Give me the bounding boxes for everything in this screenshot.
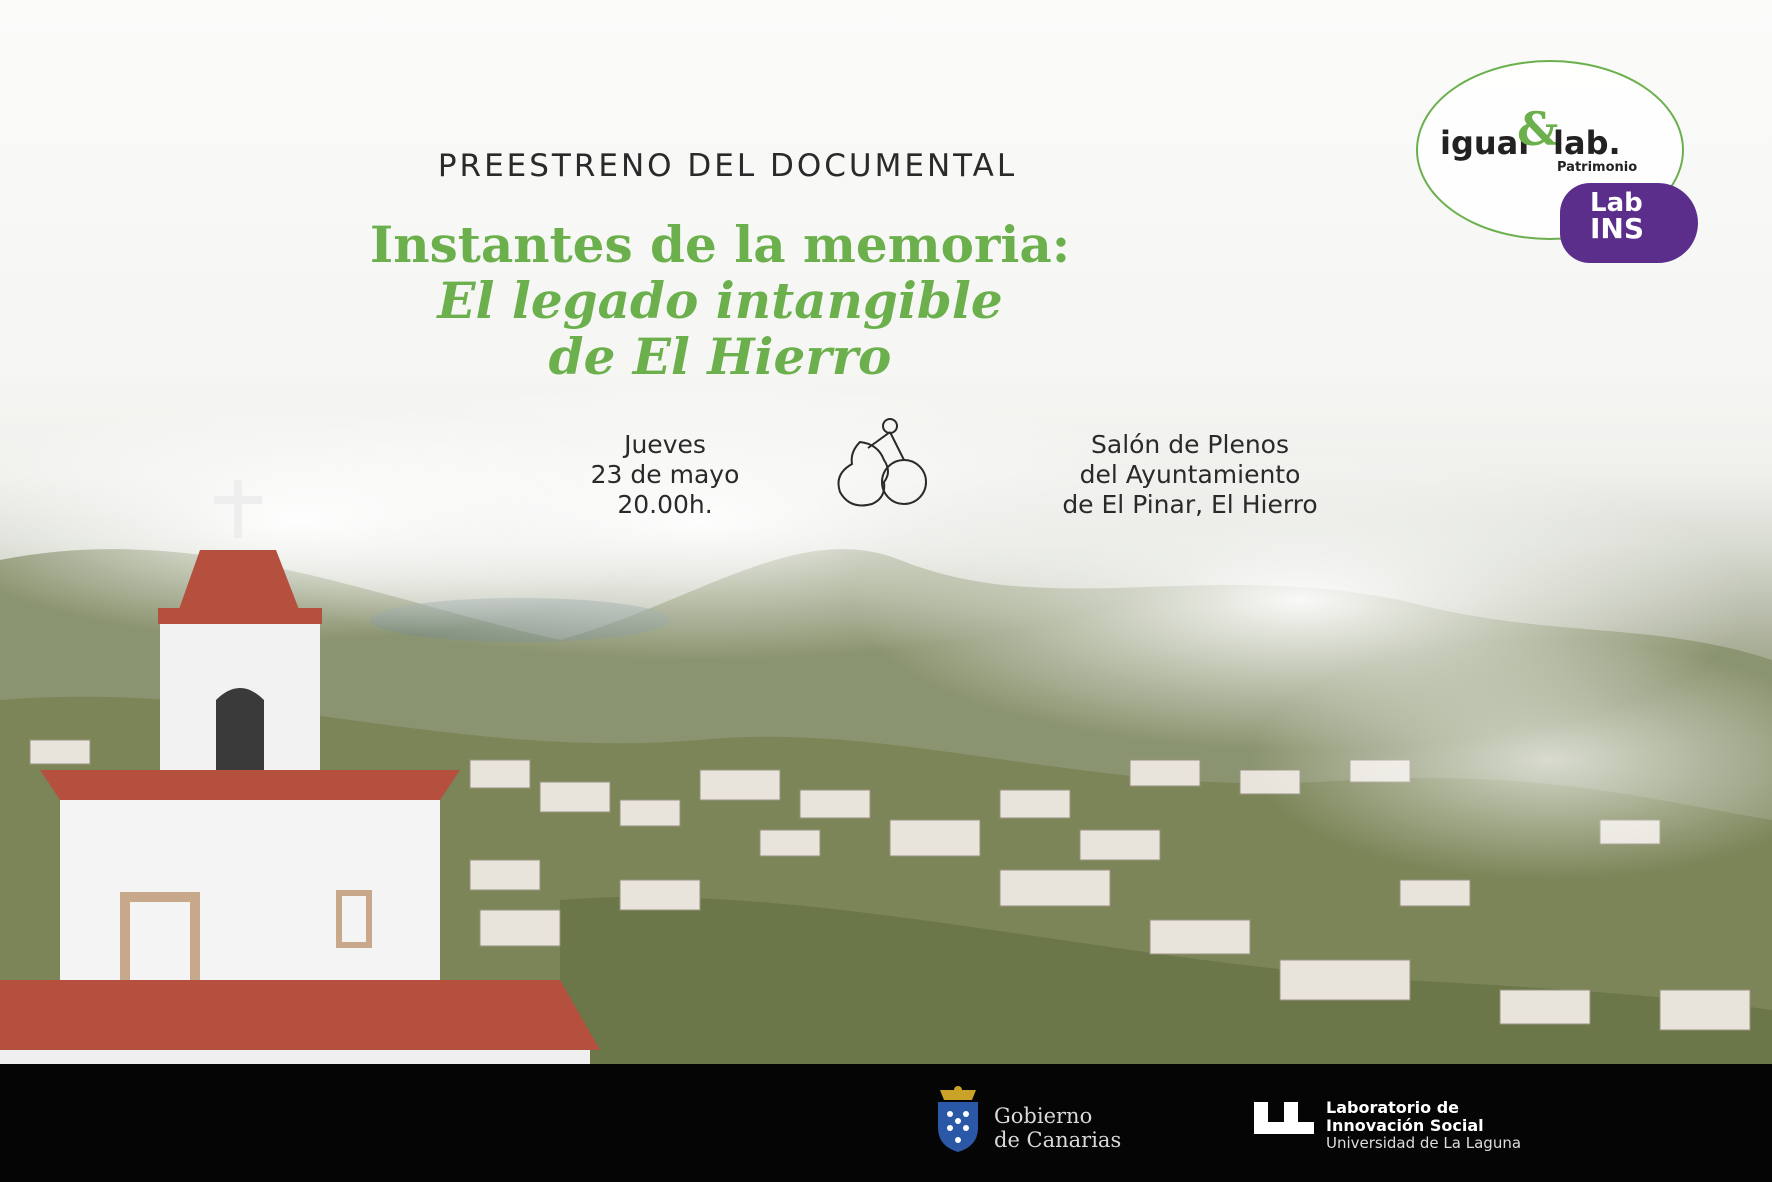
venue-line-2: del Ayuntamiento	[1079, 460, 1301, 489]
gobierno-canarias-crest-icon	[930, 1084, 986, 1154]
igual-logo-text-left: igual	[1440, 124, 1530, 162]
event-datetime	[560, 430, 770, 520]
event-venue	[1000, 430, 1380, 520]
pre-title: PREESTRENO DEL DOCUMENTAL	[437, 148, 1018, 184]
event-date: 23 de mayo	[590, 460, 740, 489]
labins-logo-bottom: INS	[1590, 212, 1645, 245]
venue-line-3: de El Pinar, El Hierro	[1062, 490, 1318, 519]
lis-line-1: Laboratorio de	[1326, 1098, 1460, 1117]
venue-line-1: Salón de Plenos	[1091, 430, 1289, 459]
lis-line-3: Universidad de La Laguna	[1326, 1134, 1522, 1152]
lis-logo-icon	[1252, 1100, 1316, 1136]
footer-bar	[0, 1064, 1772, 1182]
gobierno-line-2: de Canarias	[994, 1128, 1122, 1152]
title-line-1: Instantes de la memoria:	[369, 215, 1071, 274]
gobierno-line-1: Gobierno	[994, 1104, 1093, 1128]
event-day: Jueves	[624, 430, 706, 459]
title-line-3: de El Hierro	[548, 327, 892, 386]
castanets-icon	[820, 412, 940, 512]
title-line-2: El legado intangible	[437, 271, 1003, 330]
event-time: 20.00h.	[617, 490, 713, 519]
igual-logo-text-right: lab.	[1553, 124, 1621, 162]
igual-logo-ampersand: &	[1517, 102, 1559, 156]
labins-logo-top: Lab	[1590, 188, 1643, 218]
igual-logo-subtitle: Patrimonio	[1557, 160, 1638, 175]
lis-line-2: Innovación Social	[1326, 1116, 1484, 1135]
